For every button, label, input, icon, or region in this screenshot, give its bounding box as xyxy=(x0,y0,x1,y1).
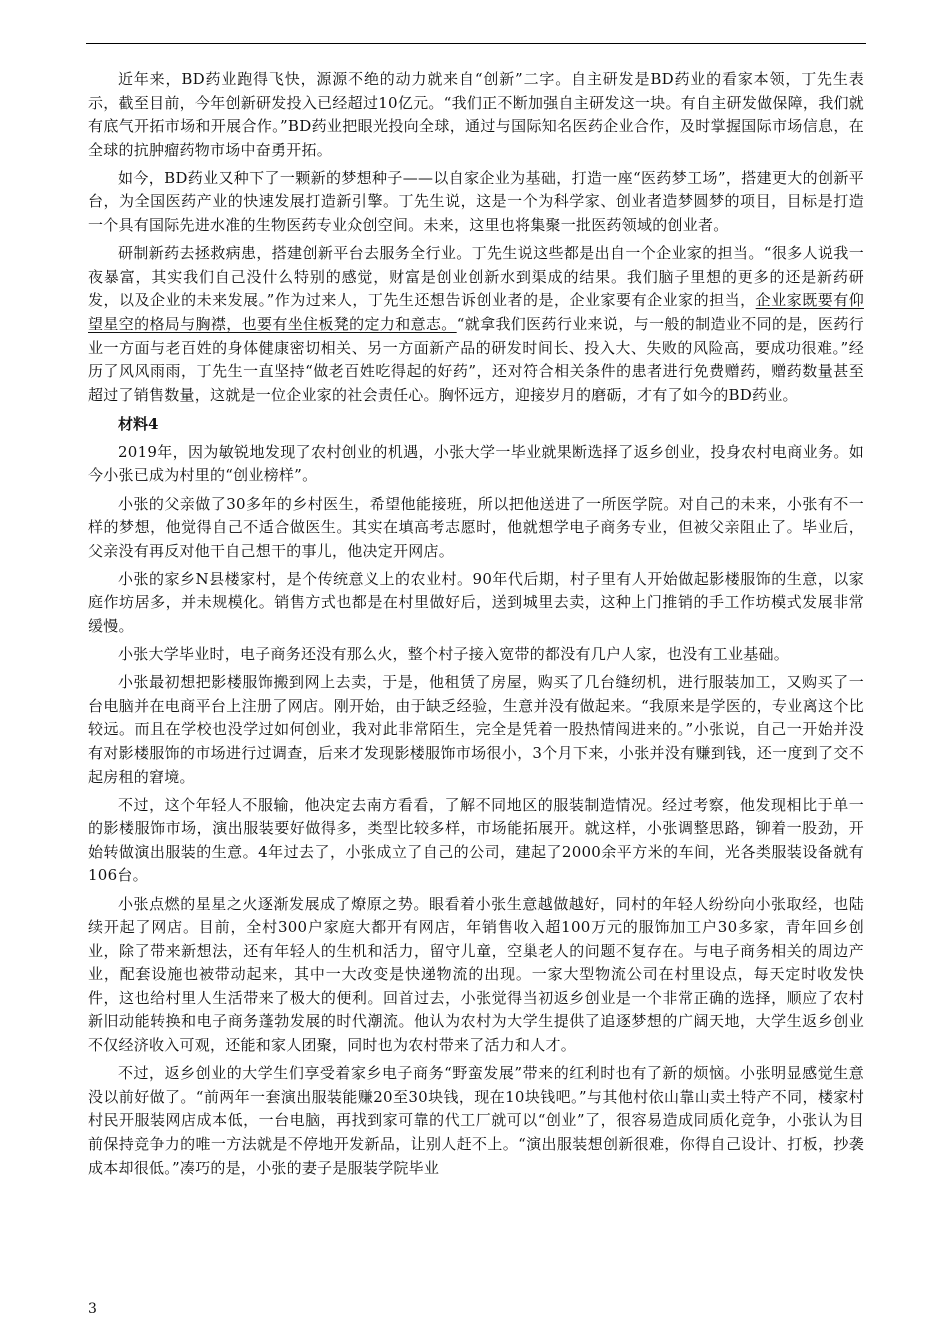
section-heading-material-4: 材料4 xyxy=(118,414,159,433)
paragraph-graduation: 小张大学毕业时，电子商务还没有那么火，整个村子接入宽带的都没有几户人家，也没有工业基础。 xyxy=(118,645,790,664)
document-body xyxy=(88,68,864,1185)
paragraph-south-trip: 不过，这个年轻人不服输，他决定去南方看看，了解不同地区的服装制造情况。经过考察，他发现相比于单一的影楼服饰市场，演出服装要好做得多，类型比较多样，市场能拓展开。就这样，小张调整思路，铆着一股劲，开始转做演出服装的生意。4年过去了，小张成立了自己的公司，建起了2000余平方米的车间，光各类服装设备就有106台。 xyxy=(88,795,864,885)
paragraph-bd-dream-factory: 如今，BD药业又种下了一颗新的梦想种子——以自家企业为基础，打造一座“医药梦工场”，搭建更大的创新平台，为全国医药产业的快速发展打造新引擎。丁先生说，这是一个为科学家、创业者造梦圆梦的项目，目标是打造一个具有国际先进水准的生物医药专业众创空间。未来，这里也将集聚一批医药领域的创业者。 xyxy=(88,168,864,235)
page-number: 3 xyxy=(88,1301,97,1317)
paragraph-zhang-intro: 2019年，因为敏锐地发现了农村创业的机遇，小张大学一毕业就果断选择了返乡创业，投身农村电商业务。如今小张已成为村里的“创业榜样”。 xyxy=(88,442,864,485)
paragraph-village-growth: 小张点燃的星星之火逐渐发展成了燎原之势。眼看着小张生意越做越好，同村的年轻人纷纷向小张取经，也陆续开起了网店。目前，全村300户家庭大都开有网店，年销售收入超100万元的服饰加工户30多家，青年回乡创业，除了带来新想法，还有年轻人的生机和活力，留守儿童，空巢老人的问题不复存在。与电子商务相关的周边产业，配套设施也被带动起来，其中一大改变是快递物流的出现。一家大型物流公司在村里设点，每天定时收发快件，这也给村里人生活带来了极大的便利。回首过去，小张觉得当初返乡创业是一个非常正确的选择，顺应了农村新旧动能转换和电子商务蓬勃发展的时代潮流。他认为农村为大学生提供了追逐梦想的广阔天地，大学生返乡创业不仅经济收入可观，还能和家人团聚，同时也为农村带来了活力和人才。 xyxy=(88,894,864,1055)
paragraph-bd-responsibility xyxy=(88,242,864,407)
header-rule xyxy=(86,43,866,44)
paragraph-bd-innovation: 近年来，BD药业跑得飞快，源源不绝的动力就来自“创新”二字。自主研发是BD药业的看家本领，丁先生表示，截至目前，今年创新研发投入已经超过10亿元。“我们正不断加强自主研发这一块。有自主研发做保障，我们就有底气开拓市场和开展合作。”BD药业把眼光投向全球，通过与国际知名医药企业合作，及时掌握国际市场信息，在全球的抗肿瘤药物市场中奋勇开拓。 xyxy=(88,70,864,159)
underlined-sentence: 企业家既要有仰望星空的格局与胸襟，也要有坐住板凳的定力和意志。 xyxy=(88,291,864,333)
text-before-underline: 研制新药去拯救病患，搭建创新平台去服务全行业。丁先生说这些都是出自一个企业家的担当。“很多人说我一夜暴富，其实我们自己没什么特别的感觉，财富是创业创新水到渠成的结果。我们脑子里想的更多的还是新药研发，以及企业的未来发展。”作为过来人，丁先生还想告诉创业者的是，企业家要有企业家的担当， xyxy=(88,244,864,310)
paragraph-new-troubles: 不过，返乡创业的大学生们享受着家乡电子商务“野蛮发展”带来的红利时也有了新的烦恼。小张明显感觉生意没以前好做了。“前两年一套演出服装能赚20至30块钱，现在10块钱吧。”与其他村依山靠山卖土特产不同，楼家村村民开服装网店成本低，一台电脑，再找到家可靠的代工厂就可以“创业”了，很容易造成同质化竞争，小张认为目前保持竞争力的唯一方法就是不停地开发新品，让别人赶不上。“演出服装想创新很难，你得自己设计、打板，抄袭成本却很低。”凑巧的是，小张的妻子是服装学院毕业 xyxy=(88,1064,864,1177)
paragraph-zhang-father: 小张的父亲做了30多年的乡村医生，希望他能接班，所以把他送进了一所医学院。对自己的未来，小张有不一样的梦想，他觉得自己不适合做医生。其实在填高考志愿时，他就想学电子商务专业，但被父亲阻止了。毕业后，父亲没有再反对他干自己想干的事儿，他决定开网店。 xyxy=(88,494,864,560)
paragraph-loujia-village: 小张的家乡N县楼家村，是个传统意义上的农业村。90年代后期，村子里有人开始做起影楼服饰的生意，以家庭作坊居多，并未规模化。销售方式也都是在村里做好后，送到城里去卖，这种上门推销的手工作坊模式发展非常缓慢。 xyxy=(88,569,864,635)
paragraph-first-attempt: 小张最初想把影楼服饰搬到网上去卖，于是，他租赁了房屋，购买了几台缝纫机，进行服装加工，又购买了一台电脑并在电商平台上注册了网店。刚开始，由于缺乏经验，生意并没有做起来。“我原来是学医的，专业离这个比较远。而且在学校也没学过如何创业，我对此非常陌生，完全是凭着一股热情闯进来的。”小张说，自己一开始并没有对影楼服饰的市场进行过调查，后来才发现影楼服饰市场很小，3个月下来，小张并没有赚到钱，还一度到了交不起房租的窘境。 xyxy=(88,673,864,786)
text-after-underline: “就拿我们医药行业来说，与一般的制造业不同的是，医药行业一方面与老百姓的身体健康密切相关、另一方面新产品的研发时间长、投入大、失败的风险高，要成功很难。”经历了风风雨雨，丁先生一直坚持“做老百姓吃得起的好药”，还对符合相关条件的患者进行免费赠药，赠药数量甚至超过了销售数量，这就是一位企业家的社会责任心。胸怀远方，迎接岁月的磨砺，才有了如今的BD药业。 xyxy=(88,314,865,404)
